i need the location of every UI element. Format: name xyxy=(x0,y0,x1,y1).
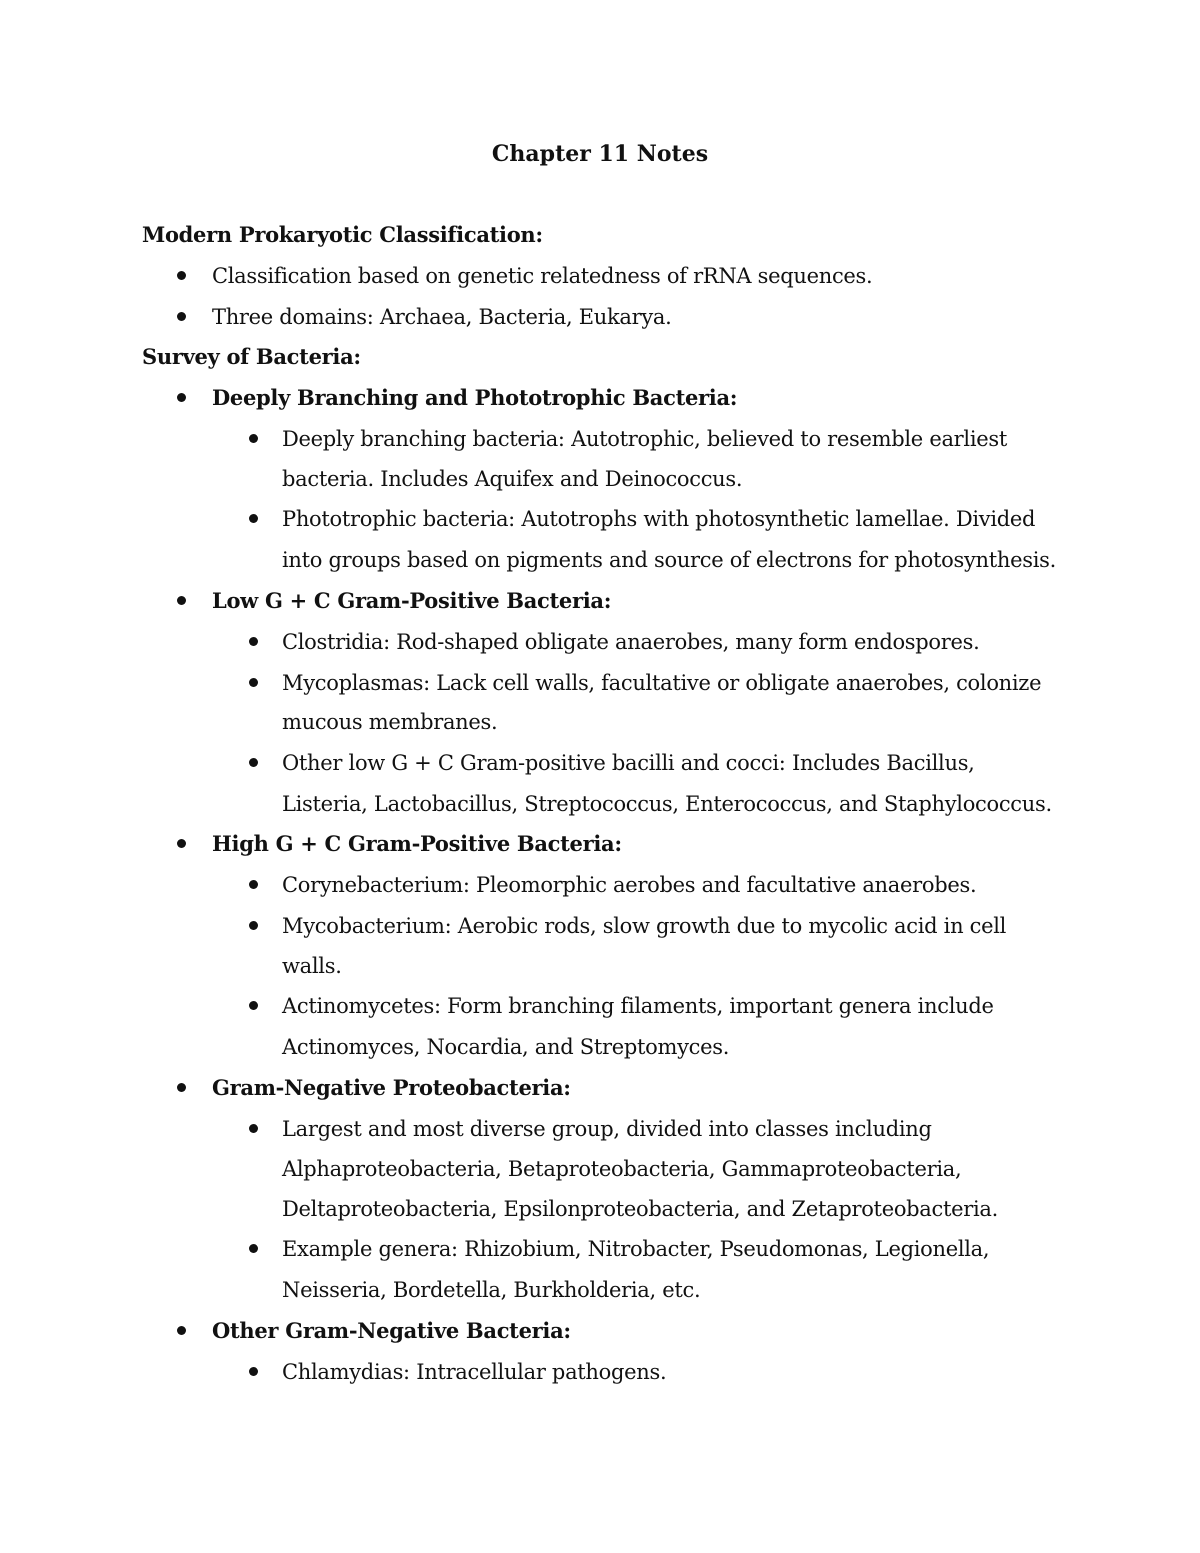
bullet-icon xyxy=(177,1083,186,1092)
list-item-line: Corynebacterium: Pleomorphic aerobes and facultative anaerobes. xyxy=(282,873,977,897)
list-item-line: Clostridia: Rod-shaped obligate anaerobes, many form endospores. xyxy=(282,630,980,654)
list-item-line: Neisseria, Bordetella, Burkholderia, etc. xyxy=(282,1278,701,1302)
list-item-line: Listeria, Lactobacillus, Streptococcus, Enterococcus, and Staphylococcus. xyxy=(282,792,1052,816)
section-heading-survey-of-bacteria: Survey of Bacteria: xyxy=(142,344,361,369)
group-heading-other-gram-negative: Other Gram-Negative Bacteria: xyxy=(212,1318,571,1343)
bullet-icon xyxy=(249,514,258,523)
list-item-line: Actinomyces, Nocardia, and Streptomyces. xyxy=(282,1035,730,1059)
group-heading-high-gc: High G + C Gram-Positive Bacteria: xyxy=(212,831,622,856)
bullet-icon xyxy=(249,921,258,930)
bullet-icon xyxy=(249,880,258,889)
bullet-icon xyxy=(249,758,258,767)
list-item: Three domains: Archaea, Bacteria, Eukarya. xyxy=(212,305,672,329)
bullet-icon xyxy=(249,1124,258,1133)
bullet-icon xyxy=(249,637,258,646)
bullet-icon xyxy=(249,1001,258,1010)
bullet-icon xyxy=(177,839,186,848)
list-item-line: Deltaproteobacteria, Epsilonproteobacteria, and Zetaproteobacteria. xyxy=(282,1197,999,1221)
bullet-icon xyxy=(177,596,186,605)
list-item-line: Other low G + C Gram-positive bacilli and cocci: Includes Bacillus, xyxy=(282,751,975,775)
group-heading-proteobacteria: Gram-Negative Proteobacteria: xyxy=(212,1075,571,1100)
list-item-line: mucous membranes. xyxy=(282,710,498,734)
group-heading-deeply-branching: Deeply Branching and Phototrophic Bacteria: xyxy=(212,385,738,410)
bullet-icon xyxy=(249,1367,258,1376)
section-heading-modern-classification: Modern Prokaryotic Classification: xyxy=(142,222,543,247)
bullet-icon xyxy=(177,393,186,402)
list-item-line: Deeply branching bacteria: Autotrophic, believed to resemble earliest xyxy=(282,427,1007,451)
group-heading-low-gc: Low G + C Gram-Positive Bacteria: xyxy=(212,588,612,613)
list-item-line: Mycoplasmas: Lack cell walls, facultative or obligate anaerobes, colonize xyxy=(282,671,1042,695)
list-item-line: Actinomycetes: Form branching filaments, important genera include xyxy=(282,994,994,1018)
bullet-icon xyxy=(177,271,186,280)
bullet-icon xyxy=(249,678,258,687)
list-item-line: Example genera: Rhizobium, Nitrobacter, Pseudomonas, Legionella, xyxy=(282,1237,990,1261)
list-item: Classification based on genetic relatedness of rRNA sequences. xyxy=(212,264,873,288)
bullet-icon xyxy=(177,1326,186,1335)
page-title: Chapter 11 Notes xyxy=(491,141,709,167)
list-item-line: Mycobacterium: Aerobic rods, slow growth due to mycolic acid in cell xyxy=(282,914,1007,938)
bullet-icon xyxy=(249,1244,258,1253)
list-item-line: bacteria. Includes Aquifex and Deinococcus. xyxy=(282,467,743,491)
list-item-line: Chlamydias: Intracellular pathogens. xyxy=(282,1360,667,1384)
list-item-line: Alphaproteobacteria, Betaproteobacteria, Gammaproteobacteria, xyxy=(282,1157,962,1181)
list-item-line: into groups based on pigments and source of electrons for photosynthesis. xyxy=(282,548,1056,572)
bullet-icon xyxy=(249,434,258,443)
list-item-line: Largest and most diverse group, divided into classes including xyxy=(282,1117,932,1141)
bullet-icon xyxy=(177,312,186,321)
list-item-line: Phototrophic bacteria: Autotrophs with photosynthetic lamellae. Divided xyxy=(282,507,1036,531)
list-item-line: walls. xyxy=(282,954,342,978)
